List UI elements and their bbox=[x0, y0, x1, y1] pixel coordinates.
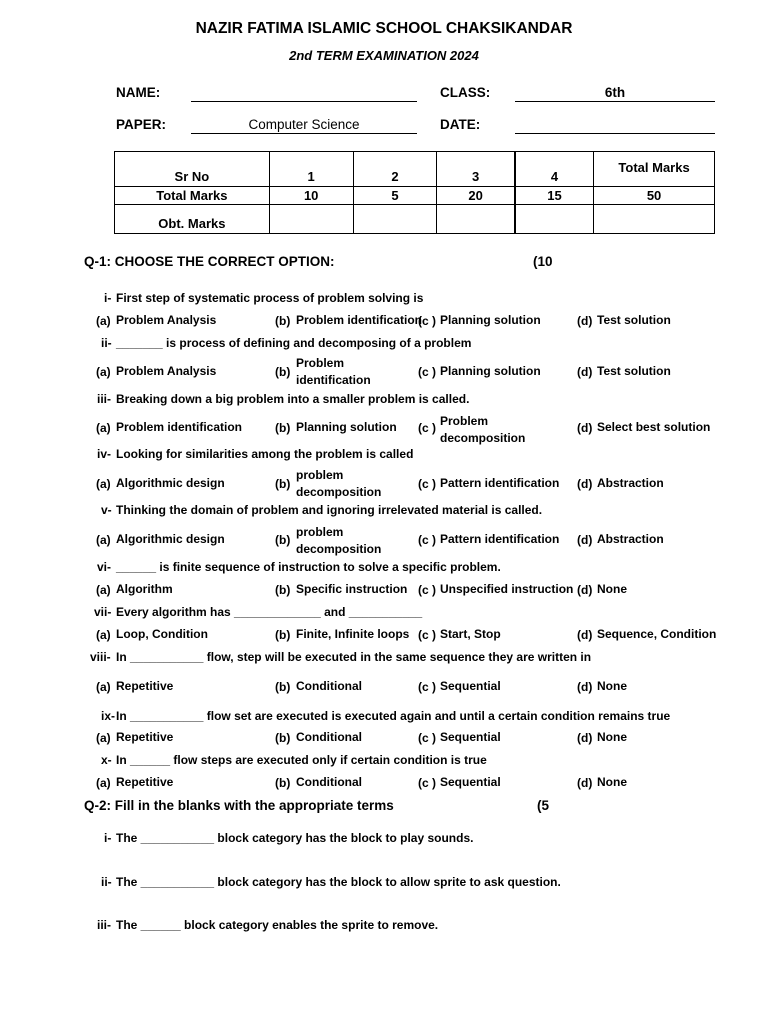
table-cell: 1 bbox=[269, 152, 353, 187]
option-c-text: Problem decomposition bbox=[440, 414, 526, 445]
option-c-marker: (c ) bbox=[418, 533, 436, 547]
class-line bbox=[515, 101, 715, 102]
option-a-marker: (a) bbox=[96, 314, 111, 328]
option-b-text: problem decomposition bbox=[296, 525, 382, 556]
table-cell: 2 bbox=[353, 152, 437, 187]
q1-item-6-text: ______ is finite sequence of instruction to solve a specific problem. bbox=[116, 560, 501, 574]
q1-item-10-text: In ______ flow steps are executed only if certain condition is true bbox=[116, 753, 487, 767]
option-d-marker: (d) bbox=[577, 314, 593, 328]
option-d-marker: (d) bbox=[577, 365, 593, 379]
option-c-text: Pattern identification bbox=[440, 532, 560, 546]
option-a-marker: (a) bbox=[96, 680, 111, 694]
option-d-marker: (d) bbox=[577, 421, 593, 435]
option-d-text: None bbox=[597, 775, 627, 789]
table-cell: Obt. Marks bbox=[115, 205, 270, 234]
option-a-text: Problem identification bbox=[116, 420, 243, 434]
q1-item-8-num: viii- bbox=[90, 650, 111, 664]
option-c-text: Start, Stop bbox=[440, 627, 501, 641]
table-cell bbox=[594, 205, 715, 234]
paper-line bbox=[191, 133, 417, 134]
q1-item-3-num: iii- bbox=[97, 392, 111, 406]
option-b-text: Conditional bbox=[296, 679, 362, 693]
q2-item-1-num: i- bbox=[104, 831, 112, 845]
option-b-marker: (b) bbox=[275, 533, 291, 547]
option-b-marker: (b) bbox=[275, 421, 291, 435]
q1-heading: Q-1: CHOOSE THE CORRECT OPTION: bbox=[84, 254, 335, 269]
option-c-marker: (c ) bbox=[418, 680, 436, 694]
option-a-marker: (a) bbox=[96, 533, 111, 547]
q2-item-2-text: The ___________ block category has the block to allow sprite to ask question. bbox=[116, 875, 561, 889]
option-b-marker: (b) bbox=[275, 365, 291, 379]
exam-title: 2nd TERM EXAMINATION 2024 bbox=[289, 48, 479, 63]
option-a-text: Algorithmic design bbox=[116, 532, 225, 546]
option-b-text: Planning solution bbox=[296, 420, 397, 434]
option-d-marker: (d) bbox=[577, 533, 593, 547]
date-label: DATE: bbox=[440, 117, 481, 132]
school-name: NAZIR FATIMA ISLAMIC SCHOOL CHAKSIKANDAR bbox=[195, 20, 573, 37]
option-b-marker: (b) bbox=[275, 477, 291, 491]
q1-item-5-text: Thinking the domain of problem and ignoring irrelevated material is called. bbox=[116, 503, 543, 517]
q1-item-7-text: Every algorithm has _____________ and ___________ bbox=[116, 605, 423, 619]
option-b-text: Problem identification bbox=[296, 356, 371, 387]
option-a-text: Repetitive bbox=[116, 775, 174, 789]
option-d-text: None bbox=[597, 679, 627, 693]
option-b-marker: (b) bbox=[275, 314, 291, 328]
table-cell: 10 bbox=[269, 187, 353, 205]
q1-item-3-text: Breaking down a big problem into a smaller problem is called. bbox=[116, 392, 470, 406]
table-cell bbox=[515, 205, 594, 234]
option-a-marker: (a) bbox=[96, 421, 111, 435]
option-a-marker: (a) bbox=[96, 583, 111, 597]
q1-item-2-text: _______ is process of defining and decomposing of a problem bbox=[116, 336, 472, 350]
option-a-text: Algorithm bbox=[116, 582, 173, 596]
option-a-text: Problem Analysis bbox=[116, 364, 217, 378]
option-c-text: Planning solution bbox=[440, 313, 541, 327]
table-cell bbox=[437, 205, 515, 234]
option-d-text: Sequence, Condition bbox=[597, 627, 717, 641]
q1-item-7-num: vii- bbox=[94, 605, 112, 619]
option-c-marker: (c ) bbox=[418, 477, 436, 491]
option-b-text: Finite, Infinite loops bbox=[296, 627, 410, 641]
option-c-text: Pattern identification bbox=[440, 476, 560, 490]
option-d-marker: (d) bbox=[577, 776, 593, 790]
option-b-marker: (b) bbox=[275, 776, 291, 790]
class-value: 6th bbox=[604, 85, 626, 100]
option-a-text: Problem Analysis bbox=[116, 313, 217, 327]
option-c-marker: (c ) bbox=[418, 314, 436, 328]
option-d-text: Test solution bbox=[597, 364, 671, 378]
option-c-marker: (c ) bbox=[418, 776, 436, 790]
q1-item-6-num: vi- bbox=[97, 560, 112, 574]
q1-item-1-text: First step of systematic process of problem solving is bbox=[116, 291, 424, 305]
option-c-marker: (c ) bbox=[418, 583, 436, 597]
table-cell: 50 bbox=[594, 187, 715, 205]
q1-item-9-num: ix- bbox=[101, 709, 116, 723]
option-d-text: Abstraction bbox=[597, 476, 664, 490]
option-a-text: Repetitive bbox=[116, 730, 174, 744]
q1-item-9-text: In ___________ flow set are executed is executed again and until a certain condition remains true bbox=[116, 709, 671, 723]
marks-table bbox=[114, 151, 715, 234]
q2-marks: (5 bbox=[537, 798, 550, 813]
option-a-text: Loop, Condition bbox=[116, 627, 208, 641]
q2-item-2-num: ii- bbox=[101, 875, 112, 889]
option-d-marker: (d) bbox=[577, 731, 593, 745]
name-line bbox=[191, 101, 417, 102]
class-label: CLASS: bbox=[440, 85, 491, 100]
option-c-marker: (c ) bbox=[418, 628, 436, 642]
table-cell: Sr No bbox=[115, 152, 270, 187]
q2-item-1-text: The ___________ block category has the block to play sounds. bbox=[116, 831, 474, 845]
option-c-marker: (c ) bbox=[418, 365, 436, 379]
table-cell bbox=[353, 205, 437, 234]
q1-item-10-num: x- bbox=[101, 753, 112, 767]
option-d-marker: (d) bbox=[577, 583, 593, 597]
table-cell: 4 bbox=[515, 152, 594, 187]
table-cell: 20 bbox=[437, 187, 515, 205]
q1-item-2-num: ii- bbox=[101, 336, 112, 350]
option-b-text: Conditional bbox=[296, 730, 362, 744]
option-c-text: Sequential bbox=[440, 730, 501, 744]
option-a-marker: (a) bbox=[96, 731, 111, 745]
paper-label: PAPER: bbox=[116, 117, 167, 132]
option-d-text: None bbox=[597, 730, 627, 744]
option-d-marker: (d) bbox=[577, 680, 593, 694]
paper-value: Computer Science bbox=[248, 117, 360, 132]
option-c-marker: (c ) bbox=[418, 421, 436, 435]
date-line bbox=[515, 133, 715, 134]
table-cell: 3 bbox=[437, 152, 515, 187]
option-b-text: Specific instruction bbox=[296, 582, 408, 596]
option-a-text: Algorithmic design bbox=[116, 476, 225, 490]
q1-item-8-text: In ___________ flow, step will be executed in the same sequence they are written in bbox=[116, 650, 592, 664]
q1-item-4-text: Looking for similarities among the problem is called bbox=[116, 447, 414, 461]
option-d-text: Select best solution bbox=[597, 420, 711, 434]
option-b-marker: (b) bbox=[275, 628, 291, 642]
table-cell: 15 bbox=[515, 187, 594, 205]
option-d-marker: (d) bbox=[577, 477, 593, 491]
option-b-marker: (b) bbox=[275, 680, 291, 694]
option-d-text: None bbox=[597, 582, 627, 596]
option-d-text: Test solution bbox=[597, 313, 671, 327]
option-b-text: problem decomposition bbox=[296, 468, 382, 499]
option-b-text: Problem identification bbox=[296, 313, 423, 327]
option-b-text: Conditional bbox=[296, 775, 362, 789]
q1-item-1-num: i- bbox=[104, 291, 112, 305]
q2-item-3-text: The ______ block category enables the sprite to remove. bbox=[116, 918, 439, 932]
option-c-text: Unspecified instruction bbox=[440, 582, 574, 596]
table-cell: Total Marks bbox=[594, 152, 715, 187]
option-a-text: Repetitive bbox=[116, 679, 174, 693]
option-a-marker: (a) bbox=[96, 365, 111, 379]
option-d-marker: (d) bbox=[577, 628, 593, 642]
option-c-text: Planning solution bbox=[440, 364, 541, 378]
q2-item-3-num: iii- bbox=[97, 918, 111, 932]
option-a-marker: (a) bbox=[96, 628, 111, 642]
option-c-marker: (c ) bbox=[418, 731, 436, 745]
table-cell bbox=[269, 205, 353, 234]
marks-total-row bbox=[115, 187, 715, 205]
marks-obtained-row bbox=[115, 205, 715, 234]
q1-item-4-num: iv- bbox=[97, 447, 112, 461]
option-a-marker: (a) bbox=[96, 776, 111, 790]
table-cell: Total Marks bbox=[115, 187, 270, 205]
option-a-marker: (a) bbox=[96, 477, 111, 491]
q1-item-5-num: v- bbox=[101, 503, 112, 517]
name-label: NAME: bbox=[116, 85, 161, 100]
option-b-marker: (b) bbox=[275, 583, 291, 597]
option-b-marker: (b) bbox=[275, 731, 291, 745]
option-c-text: Sequential bbox=[440, 775, 501, 789]
table-cell: 5 bbox=[353, 187, 437, 205]
marks-header-row bbox=[115, 152, 715, 187]
option-d-text: Abstraction bbox=[597, 532, 664, 546]
q1-marks: (10 bbox=[533, 254, 553, 269]
q2-heading: Q-2: Fill in the blanks with the appropriate terms bbox=[84, 798, 394, 813]
option-c-text: Sequential bbox=[440, 679, 501, 693]
